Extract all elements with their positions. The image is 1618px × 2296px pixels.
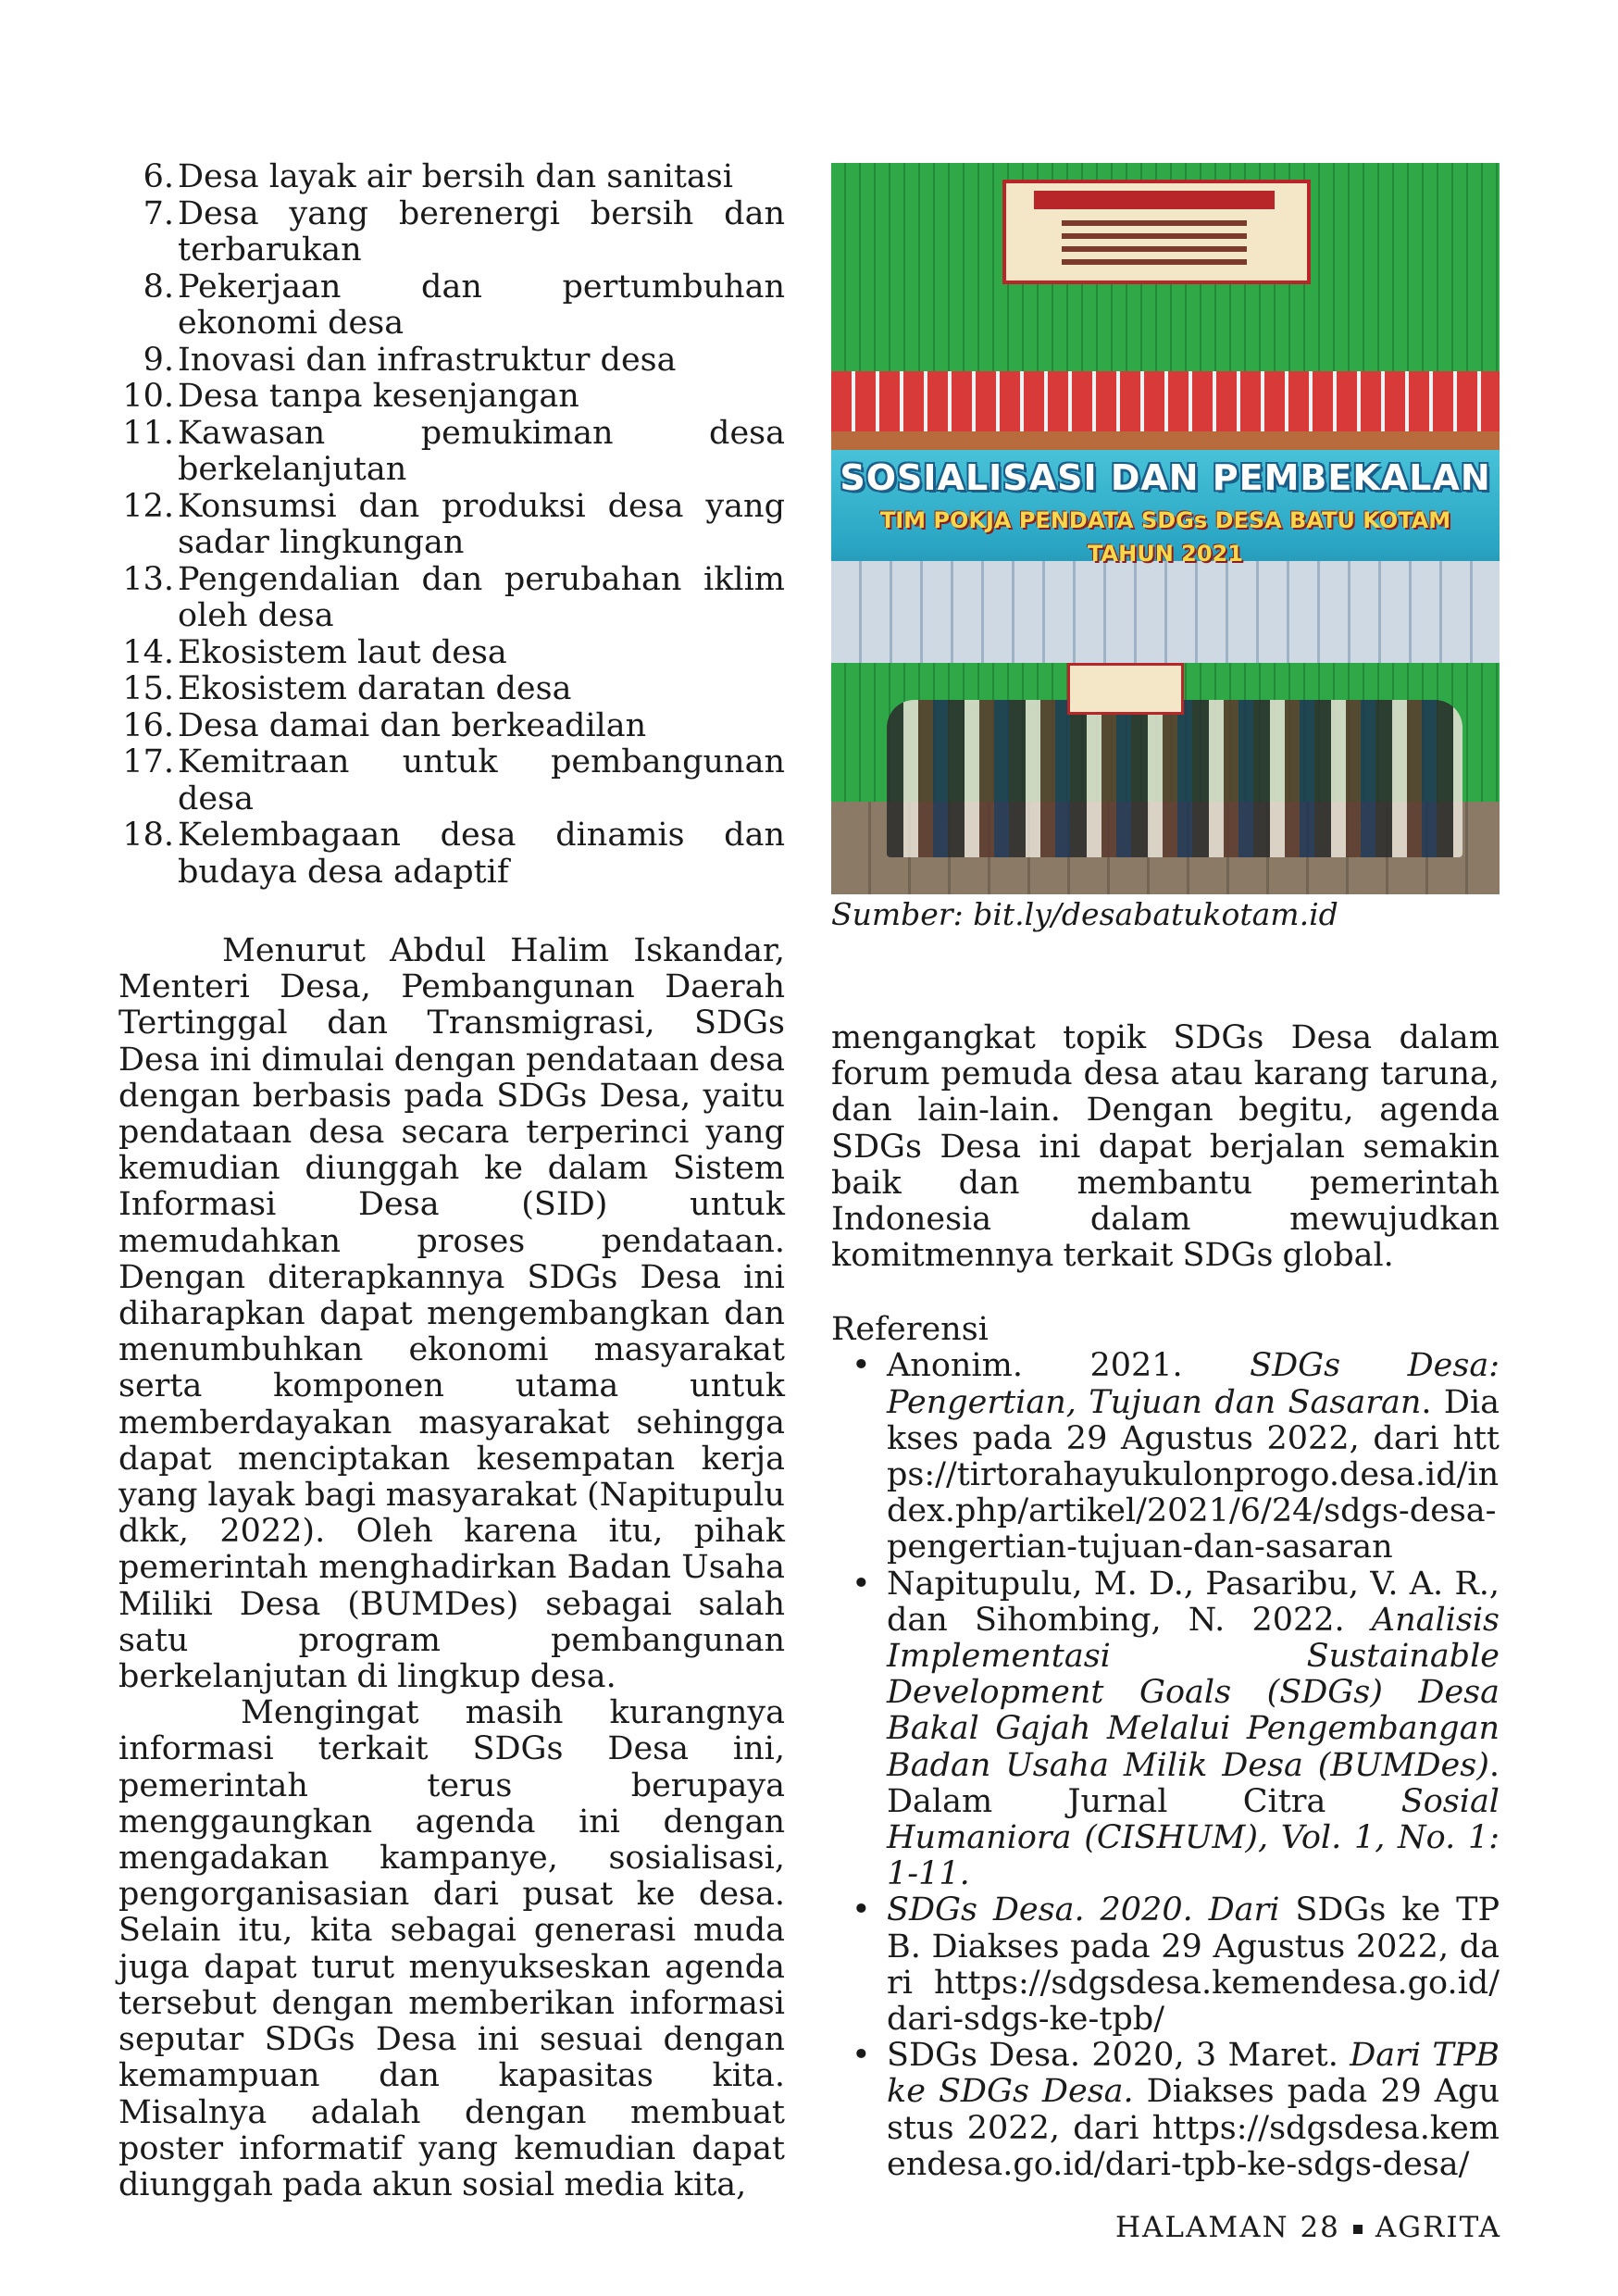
magazine-name: AGRITA xyxy=(1375,2211,1501,2244)
list-item: 16. Desa damai dan berkeadilan xyxy=(122,706,647,744)
page-number: HALAMAN 28 xyxy=(1114,2211,1340,2244)
group-of-people xyxy=(887,700,1462,857)
list-item: 17. Kemitraan untuk pembangunan desa xyxy=(122,743,785,817)
list-item: 6. Desa layak air bersih dan sanitasi xyxy=(143,158,733,195)
list-item: 13. Pengendalian dan perubahan iklim oleh desa xyxy=(122,560,785,634)
sdgs-goal-list xyxy=(118,159,785,891)
right-column xyxy=(831,1020,1500,2183)
list-item: 12. Konsumsi dan produksi desa yang sadar lingkungan xyxy=(122,487,785,561)
bullet-icon: • xyxy=(852,1347,871,1385)
banner-graphic xyxy=(1002,180,1311,284)
bullet-icon: • xyxy=(852,1891,871,1929)
separator-square-icon xyxy=(1353,2225,1363,2234)
photo-overlay-title: SOSIALISASI DAN PEMBEKALAN xyxy=(840,457,1491,498)
paragraph-mengangkat: mengangkat topik SDGs Desa dalam forum pemuda desa atau karang taruna, dan lain-lain. Dengan begitu, agenda SDGs Desa ini dapat berjalan semakin baik dan membantu pemerintah Indonesia dalam mewujudkan komitmennya terkait SDGs global. xyxy=(831,1019,1500,1275)
reference-item: • Napitupulu, M. D., Pasaribu, V. A. R., dan Sihombing, N. 2022. Analisis Implementasi Sustainable Development Goals (SDGs) Desa Bakal Gajah Melalui Pengembangan Badan Usaha Milik Desa (BUMDes). Dalam Jurnal Citra Sosial Humaniora (CISHUM), Vol. 1, No. 1: 1-11. xyxy=(852,1565,1500,1893)
page-footer xyxy=(1115,2209,1501,2246)
list-item: 8. Pekerjaan dan pertumbuhan ekonomi desa xyxy=(143,268,785,342)
list-item: 10. Desa tanpa kesenjangan xyxy=(122,378,579,415)
photo-overlay-year: TAHUN 2021 xyxy=(1088,541,1243,567)
list-item: 7. Desa yang berenergi bersih dan terbarukan xyxy=(143,194,785,268)
list-item: 15. Ekosistem daratan desa xyxy=(122,670,572,707)
reference-item: • SDGs Desa. 2020. Dari SDGs ke TPB. Diakses pada 29 Agustus 2022, dari https://sdgsdesa.kemendesa.go.id/dari-sdgs-ke-tpb/ xyxy=(852,1891,1500,2039)
paragraph-mengingat: Mengingat masih kurangnya informasi terkait SDGs Desa ini, pemerintah terus berupaya menggaungkan agenda ini dengan mengadakan kampanye, sosialisasi, pengorganisasian dari pusat ke desa. Selain itu, kita sebagai generasi muda juga dapat turut menyukseskan agenda tersebut dengan memberikan informasi seputar SDGs Desa ini sesuai dengan kemampuan dan kapasitas kita. Misalnya adalah dengan membuat poster informatif yang kemudian dapat diunggah pada akun sosial media kita, xyxy=(118,1694,785,2203)
bullet-icon: • xyxy=(852,2037,871,2075)
photo-caption: Sumber: bit.ly/desabatukotam.id xyxy=(831,896,1338,932)
reference-item: • SDGs Desa. 2020, 3 Maret. Dari TPB ke SDGs Desa. Diakses pada 29 Agustus 2022, dari https://sdgsdesa.kemendesa.go.id/dari-tpb-ke-sdgs-desa/ xyxy=(852,2037,1500,2183)
references-list xyxy=(831,1348,1500,2183)
photo-overlay-subtitle: TIM POKJA PENDATA SDGs DESA BATU KOTAM xyxy=(879,507,1451,533)
references-heading: Referensi xyxy=(831,1311,989,1349)
list-item: 14. Ekosistem laut desa xyxy=(122,633,507,671)
reference-item: • Anonim. 2021. SDGs Desa: Pengertian, Tujuan dan Sasaran. Diakses pada 29 Agustus 2022, dari https://tirtorahayukulonprogo.desa.id/index.php/artikel/2021/6/24/sdgs-desa-pengertian-tujuan-dan-sasaran xyxy=(852,1347,1500,1566)
list-item: 9. Inovasi dan infrastruktur desa xyxy=(143,341,677,379)
list-item: 18. Kelembagaan desa dinamis dan budaya desa adaptif xyxy=(122,817,785,891)
event-photo xyxy=(831,163,1500,894)
list-item: 11. Kawasan pemukiman desa berkelanjutan xyxy=(122,414,785,488)
left-column xyxy=(118,159,785,2203)
paragraph-menurut: Menurut Abdul Halim Iskandar, Menteri Desa, Pembangunan Daerah Tertinggal dan Transmigrasi, SDGs Desa ini dimulai dengan pendataan desa dengan berbasis pada SDGs Desa, yaitu pendataan desa secara terperinci yang kemudian diunggah ke dalam Sistem Informasi Desa (SID) untuk memudahkan proses pendataan. Dengan diterapkannya SDGs Desa ini diharapkan dapat mengembangkan dan menumbuhkan ekonomi masyarakat serta komponen utama untuk memberdayakan masyarakat sehingga dapat menciptakan kesempatan kerja yang layak bagi masyarakat (Napitupulu dkk, 2022). Oleh karena itu, pihak pemerintah menghadirkan Badan Usaha Miliki Desa (BUMDes) sebagai salah satu program pembangunan berkelanjutan di lingkup desa. xyxy=(118,932,785,1696)
bullet-icon: • xyxy=(852,1565,871,1603)
